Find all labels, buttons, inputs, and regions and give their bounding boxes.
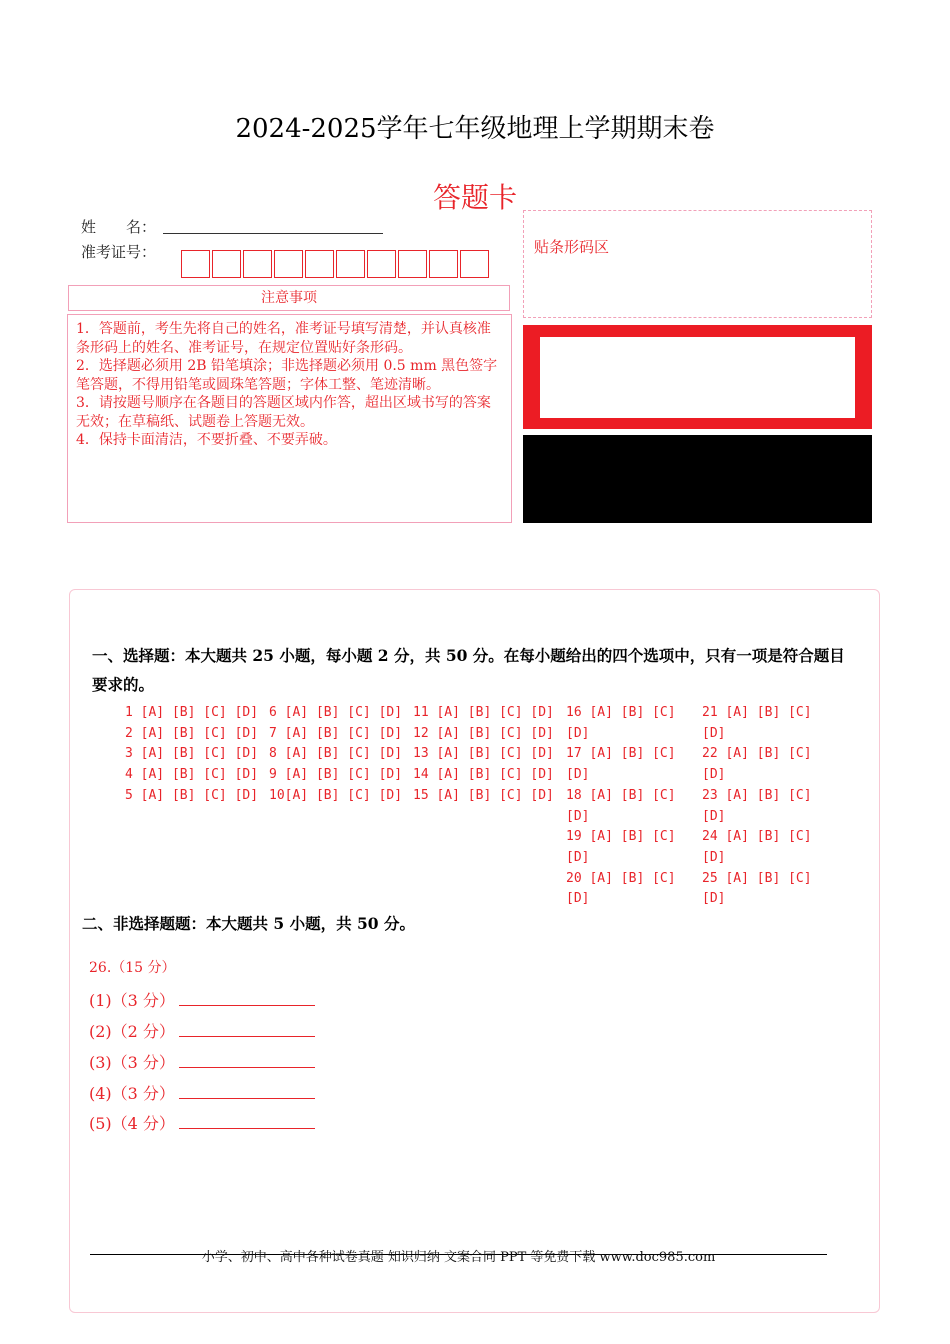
name-field[interactable] — [163, 232, 383, 234]
id-digit-box[interactable] — [243, 250, 272, 278]
mc-question-row[interactable]: 15 [A] [B] [C] [D] — [413, 787, 554, 803]
subquestion-label: (2)（2 分） — [89, 1022, 175, 1041]
mc-question-row[interactable]: 3 [A] [B] [C] [D] — [125, 746, 259, 762]
subquestion-label: (4)（3 分） — [89, 1084, 175, 1103]
name-label: 姓 名： — [81, 218, 157, 236]
mc-question-row[interactable]: 23 [A] [B] [C] [D] — [702, 787, 812, 824]
barcode-area — [523, 210, 872, 318]
id-digit-box[interactable] — [367, 250, 396, 278]
subquestion-label: (3)（3 分） — [89, 1053, 175, 1072]
answer-blank[interactable] — [179, 991, 315, 1006]
answer-blank[interactable] — [179, 1084, 315, 1099]
notice-title: 注意事项 — [68, 285, 510, 311]
mc-column-3 — [413, 703, 554, 807]
id-digit-box[interactable] — [398, 250, 427, 278]
mc-question-row[interactable]: 18 [A] [B] [C] [D] — [566, 787, 676, 824]
id-digit-box[interactable] — [274, 250, 303, 278]
answer-card-heading: 答题卡 — [432, 181, 517, 214]
mc-question-row[interactable]: 2 [A] [B] [C] [D] — [125, 725, 259, 741]
id-digit-box[interactable] — [181, 250, 210, 278]
subquestion-4 — [89, 1081, 315, 1104]
page-title: 2024-2025学年七年级地理上学期期末卷 — [235, 114, 715, 144]
mc-question-row[interactable]: 22 [A] [B] [C] [D] — [702, 746, 812, 783]
subquestion-2 — [89, 1019, 315, 1042]
mc-question-row[interactable]: 14 [A] [B] [C] [D] — [413, 767, 554, 783]
mc-question-row[interactable]: 7 [A] [B] [C] [D] — [269, 725, 403, 741]
black-mark-block — [523, 435, 872, 523]
mc-question-row[interactable]: 16 [A] [B] [C] [D] — [566, 705, 676, 741]
subquestion-5 — [89, 1111, 315, 1134]
id-label: 准考证号： — [81, 243, 157, 261]
mc-question-row[interactable]: 17 [A] [B] [C] [D] — [566, 746, 676, 783]
mc-question-row[interactable]: 25 [A] [B] [C] [D] — [702, 870, 812, 907]
mc-column-4 — [566, 703, 676, 910]
answer-blank[interactable] — [179, 1022, 315, 1037]
section1-heading: 一、选择题：本大题共 25 小题，每小题 2 分，共 50 分。在每小题给出的四个选项中，只有一项是符合题目要求的。 — [92, 646, 845, 694]
question-26-label: 26.（15 分） — [89, 960, 176, 976]
mc-column-2 — [269, 703, 402, 807]
section2-heading: 二、非选择题题：本大题共 5 小题，共 50 分。 — [82, 914, 415, 933]
mc-column-1 — [125, 703, 258, 807]
subquestion-3 — [89, 1050, 315, 1073]
footer-text: 小学、初中、高中各种试卷真题 知识归纳 文案合同 PPT 等免费下载 www.doc985.com — [201, 1250, 716, 1265]
mc-question-row[interactable]: 20 [A] [B] [C] [D] — [566, 870, 676, 907]
subquestion-label: (5)（4 分） — [89, 1114, 175, 1133]
mc-question-row[interactable]: 6 [A] [B] [C] [D] — [269, 705, 403, 720]
mc-question-row[interactable]: 1 [A] [B] [C] [D] — [125, 705, 259, 720]
id-digit-box[interactable] — [305, 250, 334, 278]
mc-question-row[interactable]: 9 [A] [B] [C] [D] — [269, 767, 403, 783]
id-digit-box[interactable] — [429, 250, 458, 278]
mc-question-row[interactable]: 4 [A] [B] [C] [D] — [125, 767, 259, 783]
notice-box — [67, 314, 512, 523]
subquestion-label: (1)（3 分） — [89, 991, 175, 1010]
id-digit-box[interactable] — [460, 250, 489, 278]
mc-question-row[interactable]: 19 [A] [B] [C] [D] — [566, 829, 676, 865]
mc-question-row[interactable]: 8 [A] [B] [C] [D] — [269, 746, 403, 762]
answer-blank[interactable] — [179, 1053, 315, 1068]
absent-mark-inner — [540, 337, 855, 418]
id-number-boxes[interactable] — [181, 250, 491, 278]
mc-column-5 — [702, 703, 812, 910]
mc-question-row[interactable]: 5 [A] [B] [C] [D] — [125, 787, 259, 803]
mc-question-row[interactable]: 10[A] [B] [C] [D] — [269, 787, 403, 803]
id-digit-box[interactable] — [336, 250, 365, 278]
notice-item: 2．选择题必须用 2B 铅笔填涂；非选择题必须用 0.5 mm 黑色签字笔答题，不得用铅笔或圆珠笔答题；字体工整、笔迹清晰。 — [76, 358, 498, 393]
id-digit-box[interactable] — [212, 250, 241, 278]
notice-item: 4．保持卡面清洁，不要折叠、不要弄破。 — [76, 432, 337, 448]
mc-question-row[interactable]: 13 [A] [B] [C] [D] — [413, 746, 554, 762]
mc-question-row[interactable]: 21 [A] [B] [C] [D] — [702, 705, 812, 741]
mc-question-row[interactable]: 12 [A] [B] [C] [D] — [413, 725, 554, 741]
subquestion-1 — [89, 988, 315, 1011]
barcode-label: 贴条形码区 — [534, 238, 610, 256]
answer-blank[interactable] — [179, 1114, 315, 1129]
notice-item: 1．答题前，考生先将自己的姓名，准考证号填写清楚，并认真核准条形码上的姓名、准考证号，在规定位置贴好条形码。 — [76, 321, 491, 356]
mc-question-row[interactable]: 24 [A] [B] [C] [D] — [702, 829, 812, 865]
notice-item: 3．请按题号顺序在各题目的答题区域内作答，超出区域书写的答案无效；在草稿纸、试题卷上答题无效。 — [76, 395, 491, 430]
mc-question-row[interactable]: 11 [A] [B] [C] [D] — [413, 705, 554, 720]
